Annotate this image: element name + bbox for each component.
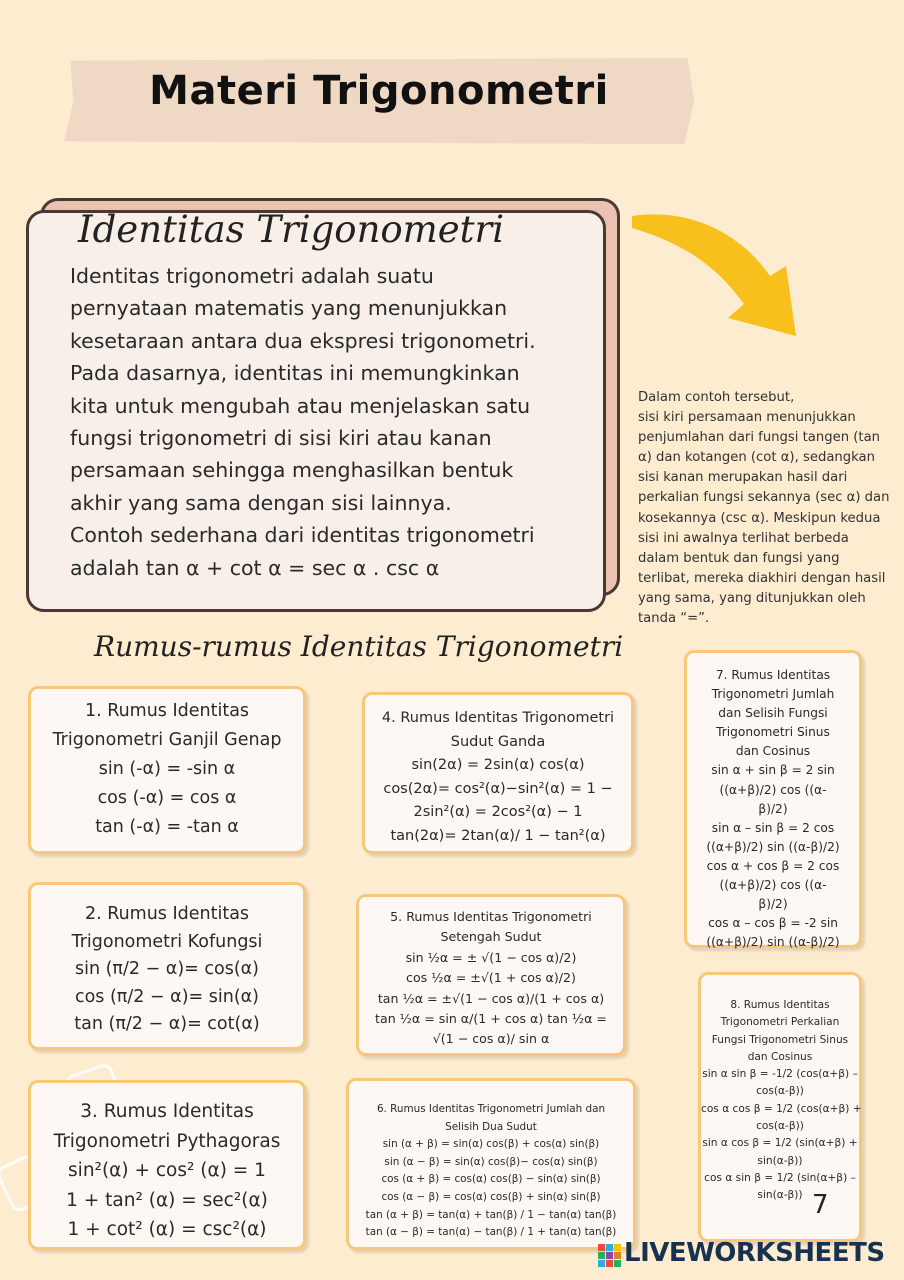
formula-line: 1. Rumus Identitas [84,701,250,721]
formula-box-4 [362,692,634,854]
formula-line: tan ½α = ±√(1 − cos α)/(1 + cos α) [377,990,605,1006]
formula-line: Setengah Sudut [440,929,542,945]
page-number: 7 [812,1190,829,1220]
formula-line: cos (α − β) = cos(α) cos(β) + sin(α) sin(β) [381,1190,601,1203]
formula-line: sin(2α) = 2sin(α) cos(α) [411,757,585,773]
identitas-line: akhir yang sama dengan sisi lainnya. [70,490,452,515]
formula-box-7 [684,650,862,948]
page-title: Materi Trigonometri [149,68,609,114]
identitas-line: fungsi trigonometri di sisi kiri atau kanan [70,426,492,451]
side-note-line: yang sama, yang ditunjukkan oleh [638,590,866,606]
formula-line: sin (α + β) = sin(α) cos(β) + cos(α) sin(β) [382,1138,600,1151]
formula-line: Trigonometri Kofungsi [71,931,263,952]
side-note-line: Dalam contoh tersebut, [638,390,795,405]
formula-line: β)/2) [758,897,788,912]
formula-line: cos(α-β)) [756,1120,804,1133]
identitas-text [70,260,590,584]
identitas-line: kita untuk mengubah atau menjelaskan satu [70,393,531,418]
formula-line: sin α cos β = 1/2 (sin(α+β) + [702,1137,858,1150]
formula-line: cos (α + β) = cos(α) cos(β) − sin(α) sin(β) [381,1173,601,1186]
formula-line: cos α sin β = 1/2 (sin(α+β) – [704,1171,856,1184]
formula-line: 2sin²(α) = 2cos²(α) − 1 [413,804,583,820]
side-note-line: penjumlahan dari fungsi tangen (tan [638,430,881,446]
formula-line: sin(α-β)) [757,1189,803,1202]
identitas-line: Identitas trigonometri adalah suatu [70,264,434,288]
identitas-line: kesetaraan antara dua ekspresi trigonometri. [70,328,536,353]
formula-line: √(1 − cos α)/ sin α [432,1031,550,1047]
formula-line: ((α+β)/2) cos ((α- [719,878,827,893]
formula-line: 3. Rumus Identitas [80,1101,254,1122]
formula-line: cos α – cos β = -2 sin [708,916,838,931]
formula-line: cos(α-β)) [756,1085,804,1098]
formula-line: Trigonometri Ganjil Genap [52,730,282,750]
formula-line: 1 + cot² (α) = csc²(α) [67,1219,267,1240]
side-note-line: sisi kiri persamaan menunjukkan [638,410,856,426]
formula-line: dan Cosinus [747,1050,813,1063]
formula-line: Trigonometri Jumlah [711,687,835,702]
formula-line: 2. Rumus Identitas [84,904,250,924]
formula-line: tan ½α = sin α/(1 + cos α) tan ½α = [375,1011,607,1027]
side-note-line: kosekannya (csc α). Meskipun kedua [638,510,881,526]
side-note [638,388,900,629]
identitas-line: Contoh sederhana dari identitas trigonometri [70,523,535,548]
formula-line: ((α+β)/2) sin ((α-β)/2) [706,839,840,854]
formula-box-3 [28,1080,306,1250]
formula-line: sin (α − β) = sin(α) cos(β)− cos(α) sin(β) [384,1155,598,1168]
formula-line: cos (π/2 − α)= sin(α) [74,986,260,1007]
formula-line: Trigonometri Sinus [716,725,830,740]
side-note-line: tanda “=”. [638,611,710,627]
formula-line: sin α sin β = -1/2 (cos(α+β) – [702,1068,858,1081]
formula-box-1 [28,686,306,854]
formula-line: sin²(α) + cos² (α) = 1 [68,1160,266,1181]
formula-line: 4. Rumus Identitas Trigonometri [381,710,615,726]
formula-line: dan Selisih Fungsi [718,706,828,721]
side-note-line: sisi ini awalnya terlihat berbeda [638,530,849,546]
side-note-line: α) dan kotangen (cot α), sedangkan [638,450,875,466]
formula-box-6 [346,1078,636,1250]
formula-line: cos (-α) = cos α [97,788,237,808]
formula-line: dan Cosinus [735,744,811,759]
formula-line: tan (π/2 − α)= cot(α) [74,1014,260,1034]
formula-line: tan (α − β) = tan(α) − tan(β) / 1 + tan(α) tan(β) [365,1226,617,1239]
side-note-line: dalam bentuk dan fungsi yang [638,550,840,566]
formula-line: ((α+β)/2) cos ((α- [719,782,827,797]
formula-line: tan (-α) = -tan α [95,817,239,837]
formula-line: tan (α + β) = tan(α) + tan(β) / 1 − tan(α) tan(β) [365,1208,617,1221]
formula-line: cos(2α)= cos²(α)−sin²(α) = 1 − [383,780,613,797]
formula-line: 8. Rumus Identitas [730,999,830,1011]
brand-name[interactable]: LIVEWORKSHEETS [624,1238,885,1268]
formula-line: cos ½α = ±√(1 + cos α)/2) [406,970,576,986]
side-note-line: perkalian fungsi sekannya (sec α) dan [638,490,890,506]
identitas-heading: Identitas Trigonometri [78,208,505,251]
formula-line: sin α + sin β = 2 sin [711,763,835,778]
formula-line: sin ½α = ± √(1 − cos α)/2) [405,949,577,965]
formula-box-2 [28,882,306,1050]
formula-line: sin (π/2 − α)= cos(α) [74,959,260,979]
formula-line: tan(2α)= 2tan(α)/ 1 − tan²(α) [390,827,606,844]
formula-line: 1 + tan² (α) = sec²(α) [66,1189,268,1211]
formula-line: Trigonometri Pythagoras [53,1130,281,1152]
section-heading: Rumus-rumus Identitas Trigonometri [94,630,624,663]
formula-line: ((α+β)/2) sin ((α-β)/2) [706,935,840,950]
formula-line: 6. Rumus Identitas Trigonometri Jumlah dan [376,1103,606,1115]
formula-line: sin (-α) = -sin α [98,759,236,779]
liveworksheets-logo-icon [598,1244,622,1268]
identitas-line: persamaan sehingga menghasilkan bentuk [70,458,514,483]
identitas-line: pernyataan matematis yang menunjukkan [70,296,508,321]
formula-line: cos α cos β = 1/2 (cos(α+β) + [701,1102,862,1115]
side-note-line: terlibat, mereka diakhiri dengan hasil [638,570,886,586]
formula-line: cos α + cos β = 2 cos [706,858,840,873]
curved-arrow-icon [626,206,802,340]
side-note-line: sisi kanan merupakan hasil dari [638,470,848,486]
formula-line: sin(α-β)) [757,1154,803,1167]
formula-line: Selisih Dua Sudut [445,1120,537,1133]
formula-line: Fungsi Trigonometri Sinus [711,1033,849,1046]
formula-line: 5. Rumus Identitas Trigonometri [390,909,592,924]
formula-box-5 [356,894,626,1056]
formula-line: Trigonometri Perkalian [720,1016,840,1029]
formula-line: β)/2) [758,801,788,816]
formula-line: Sudut Ganda [450,733,546,750]
formula-line: 7. Rumus Identitas [715,668,831,682]
identitas-line: Pada dasarnya, identitas ini memungkinkan [70,361,520,386]
identitas-line: adalah tan α + cot α = sec α . csc α [70,555,440,580]
formula-box-8 [698,972,862,1242]
formula-line: sin α – sin β = 2 cos [711,820,835,835]
